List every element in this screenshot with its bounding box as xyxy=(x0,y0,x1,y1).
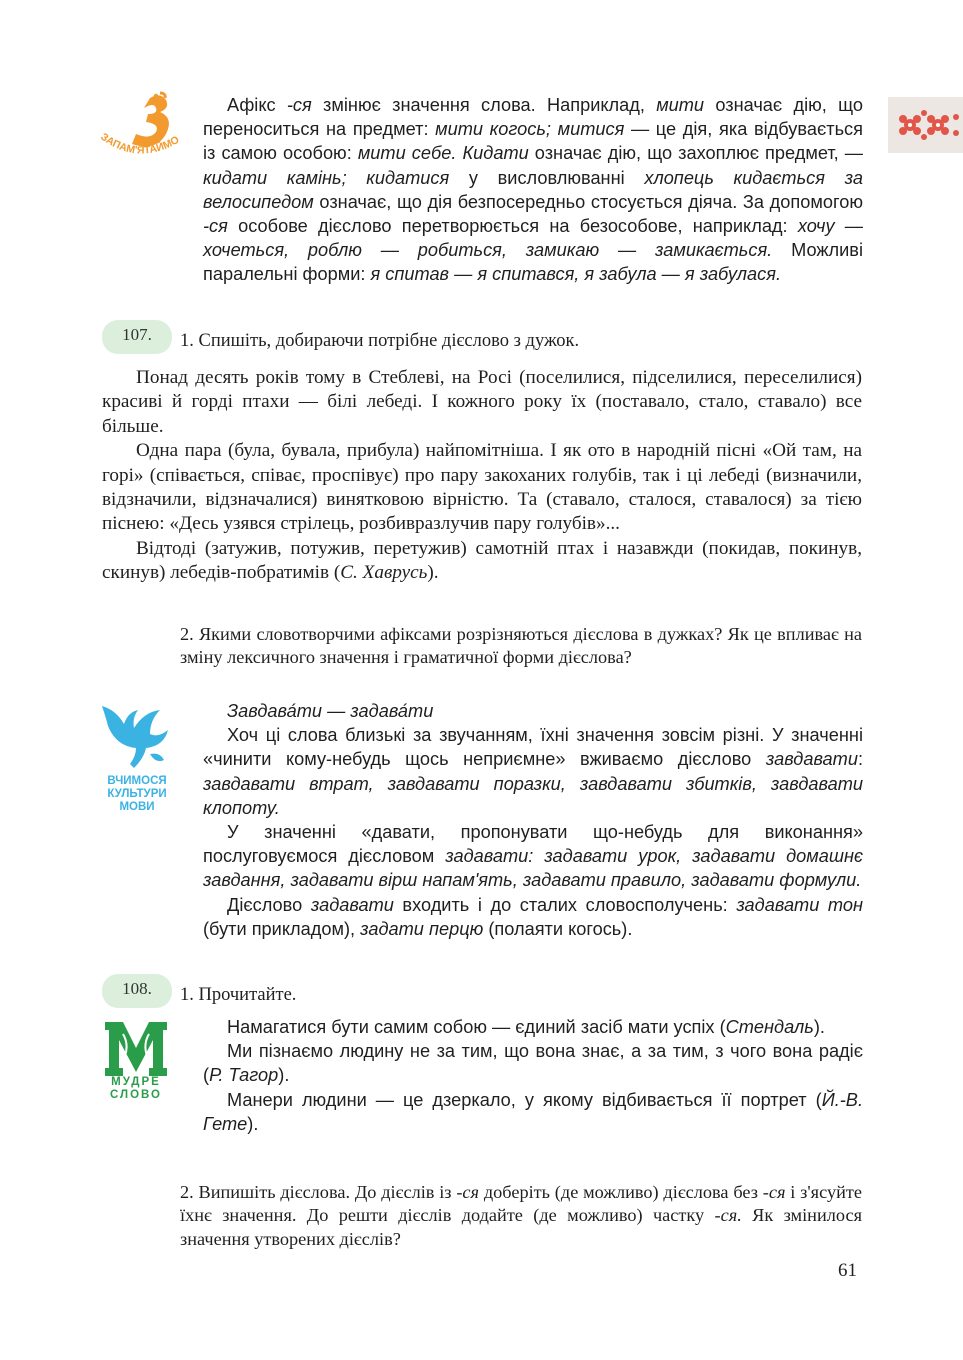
exercise-107-paragraph: Понад десять років тому в Стеблеві, на Росі (поселилися, підселилися, переселилися) красиві й горді птахи — білі лебеді. І кожного року їх (поставало, стало, ставало) все більше. xyxy=(102,367,862,437)
remember-icon xyxy=(98,90,190,170)
exercise-108-task-2: 2. Випишіть дієслова. До дієслів із -ся доберіть (де можливо) дієслова без -ся і з'ясуйте їхнє значення. До решти дієслів додайте (де можливо) частку -ся. Як змінилося значення утворених дієслів? xyxy=(180,1182,862,1249)
culture-box-text xyxy=(203,699,863,941)
ornament-icon xyxy=(888,97,963,153)
exercise-107-task-1: 1. Спишіть, добираючи потрібне дієслово з дужок. xyxy=(180,331,580,351)
quote-paragraph: Ми пізнаємо людину не за тим, що вона знає, а за тим, з чого вона радіє (Р. Тагор). xyxy=(203,1041,863,1086)
svg-text:ЗАПАМ'ЯТАЙМО xyxy=(98,131,181,157)
exercise-107-text xyxy=(102,366,862,586)
quotes-text xyxy=(203,1015,863,1136)
exercise-107-paragraph: Одна пара (була, бувала, прибула) найпомітніша. І як ото в народній пісні «Ой там, на горі» (співається, співає, проспівує) про пару закоханих голубів, так і ці лебеді (визначили, відзначили, відзначалися) винятковою вірністю. Та (ставало, сталося, ставалося) за тією піснею: «Десь узявся стрілець, розбивразлучив пару голубів»... xyxy=(102,440,862,535)
quote-paragraph: Намагатися бути самим собою — єдиний засіб мати успіх (Стендаль). xyxy=(227,1017,825,1037)
wise-word-icon xyxy=(103,1018,169,1076)
exercise-107-paragraph: Відтоді (затужив, потужив, перетужив) самотній птах і назавжди (покидав, покинув, скинув) лебедів-побратимів (С. Хаврусь). xyxy=(102,537,862,584)
exercise-108-task-1: 1. Прочитайте. xyxy=(180,985,297,1005)
rule-text: Афікс -ся змінює значення слова. Наприклад, мити означає дію, що переноситься на предмет: мити когось; митися — це дія, яка відбувається із самою особою: мити себе. Кидати означає дію, що захоплює предмет, — кидати камінь; кидатися у висловлюванні хлопець кидається за велосипедом означає, що дія безпосередньо стосується діяча. За допомогою -ся особове дієслово перетворюється на безособове, наприклад: хочу — хочеться, роблю — робиться, замикаю — замикається. Можливі паралельні форми: я спитав — я спитався, я забула — я забулася. xyxy=(203,95,863,285)
exercise-number-badge: 107. xyxy=(102,320,172,354)
culture-icon-label: ВЧИМОСЯ КУЛЬТУРИ МОВИ xyxy=(107,775,167,813)
culture-paragraph: Дієслово задавати входить і до сталих словосполучень: задавати тон (бути прикладом), задати перцю (полаяти когось). xyxy=(203,894,863,939)
exercise-number-badge: 108. xyxy=(102,974,172,1008)
exercise-107-task-2: 2. Якими словотворчими афіксами розрізняються дієслова в дужках? Як це впливає на зміну лексичного значення і граматичної форми дієслова? xyxy=(180,624,862,668)
culture-paragraph: У значенні «давати, пропонувати що-небудь для виконання» послуговуємося дієсловом задавати: задавати урок, задавати домашнє завдання, задавати вірш напам'ять, задавати правило, задавати формули. xyxy=(203,822,864,891)
remember-icon-label: ЗАПАМ'ЯТАЙМО xyxy=(98,130,182,157)
bird-icon xyxy=(98,700,176,775)
quote-paragraph: Манери людини — це дзеркало, у якому відбивається її портрет (Й.-В. Гете). xyxy=(203,1089,863,1134)
page-number: 61 xyxy=(838,1260,857,1281)
culture-paragraph: Хоч ці слова близькі за звучанням, їхні значення зовсім різні. У значенні «чинити кому-небудь щось неприємне» вживаємо дієслово завдавати: завдавати втрат, завдавати поразки, завдавати збитків, завдавати клопоту. xyxy=(203,725,863,818)
culture-heading: Завдава́ти — задава́ти xyxy=(227,701,434,721)
wise-word-icon-label: МУДРЕ СЛОВО xyxy=(110,1076,162,1101)
